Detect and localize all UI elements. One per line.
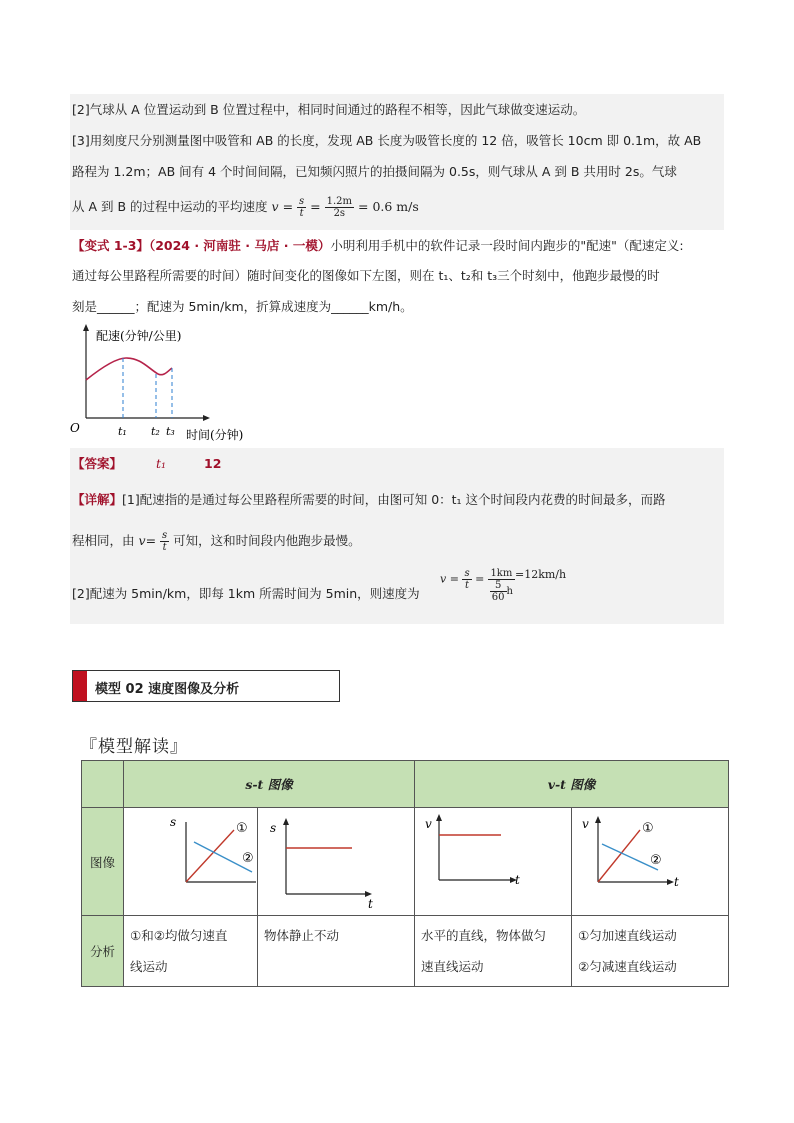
variant-tag: 【变式 1-3】 [72,238,149,253]
table-header-vt: v-t 图像 [415,761,729,808]
answer-1: t₁ [156,456,167,471]
pace-tick-t1: t₁ [118,425,127,438]
variant-line-3: 刻是______；配速为 5min/km，折算成速度为______km/h。 [72,299,413,314]
pace-y-arrow [83,324,89,331]
model-title-box [72,670,340,702]
analysis-st-moving: ①和②均做匀速直 线运动 [124,916,258,987]
variant-line-2: 通过每公里路程所需要的时间）随时间变化的图像如下左图，则在 t₁、t₂和 t₃三个时刻中，他跑步最慢的时 [72,268,660,283]
detail-v: v [138,533,146,548]
analysis-vt-accel: ①匀加速直线运动 ②匀减速直线运动 [572,916,729,987]
svg-text:①: ① [236,821,248,836]
graph-vt-uniform [415,808,572,916]
svg-text:②: ② [242,851,254,866]
st-line-1 [186,830,234,882]
solution-line-2: [3]用刻度尺分别测量图中吸管和 AB 的长度，发现 AB 长度为吸管长度的 12 倍，吸管长 10cm 即 0.1m，故 AB [72,133,702,148]
solution-line-1: [2]气球从 A 位置运动到 B 位置过程中，相同时间通过的路程不相等，因此气球做变速运动。 [72,102,586,117]
answer-2: 12 [204,456,222,471]
pace-ylabel: 配速(分钟/公里) [96,329,182,343]
graph-st-static [258,808,415,916]
svg-text:t: t [368,897,373,911]
solution-line-4: 从 A 到 B 的过程中运动的平均速度 v = $\frac{s}{t}$ = $\frac{1.2m}{2s}$ = 0.6 m/s [72,196,419,219]
detail-text-2b: 可知，这和时间段内他跑步最慢。 [173,533,361,548]
detail-text-2a: 程相同，由 [72,533,135,548]
model-table [81,760,729,987]
pace-x-arrow [203,415,210,421]
svg-text:t: t [515,873,520,887]
detail-s-over-t: $\frac{s}{t}$ [162,530,168,553]
detail-text-1: [1]配速指的是通过每公里路程所需要的时间，由图可知 0：t₁ 这个时间段内花费的时间最多，而路 [122,492,666,507]
model-title-bar [73,671,87,701]
variant-line-1 [72,236,684,256]
pace-origin: O [70,421,80,435]
svg-text:v: v [582,817,589,831]
svg-text:s: s [270,821,277,835]
pace-tick-t3: t₃ [166,425,175,438]
vt-accel-line [598,830,640,882]
variant-source: （2024 · 河南驻 · 马店 · 一模） [148,238,331,253]
svg-text:v: v [425,817,432,831]
graph-vt-accel [572,808,729,916]
formula-eq: = [282,199,294,214]
table-corner [82,761,124,808]
table-row-analysis-label: 分析 [82,916,124,987]
variant-text-1: 小明利用手机中的软件记录一段时间内跑步的"配速"（配速定义: [330,238,684,253]
pace-chart [66,322,266,444]
answer-label: 【答案】 [72,456,123,471]
detail-line-3: [2]配速为 5min/km，即每 1km 所需时间为 5min，则速度为 [72,586,420,601]
detail-line-2: 程相同，由 v= $\frac{s}{t}$ 可知，这和时间段内他跑步最慢。 [72,530,361,553]
pace-xlabel: 时间(分钟) [186,428,244,442]
graph-st-moving [124,808,258,916]
analysis-vt-uniform: 水平的直线，物体做匀 速直线运动 [415,916,572,987]
detail-line-1 [72,490,666,510]
detail-formula-2: v = $\frac{s}{t}$ = 1km $\frac{5}{60}$ h =12km/h [440,568,567,603]
svg-text:s: s [170,815,177,829]
formula-v: v [271,199,279,214]
formula-s-over-t: $\frac{s}{t}$ [299,196,305,219]
model-title: 模型 02 速度图像及分析 [95,682,240,697]
formula-fraction: $\frac{1.2m}{2s}$ [326,196,353,219]
model-heading: 『模型解读』 [80,737,188,757]
solution-line-4-text: 从 A 到 B 的过程中运动的平均速度 [72,199,268,214]
svg-text:t: t [674,875,679,889]
answer-line [72,454,221,474]
formula-result: = 0.6 m/s [358,199,419,214]
table-header-st: s-t 图像 [124,761,415,808]
table-row-graph-label: 图像 [82,808,124,916]
solution-line-3: 路程为 1.2m；AB 间有 4 个时间间隔，已知频闪照片的拍摄间隔为 0.5s，则气球从 A 到 B 共用时 2s。气球 [72,164,677,179]
pace-tick-t2: t₂ [151,425,160,438]
analysis-st-static: 物体静止不动 [258,916,415,987]
svg-text:②: ② [650,853,662,868]
pace-curve [86,358,172,380]
detail-label: 【详解】 [72,492,123,507]
svg-text:①: ① [642,821,654,836]
